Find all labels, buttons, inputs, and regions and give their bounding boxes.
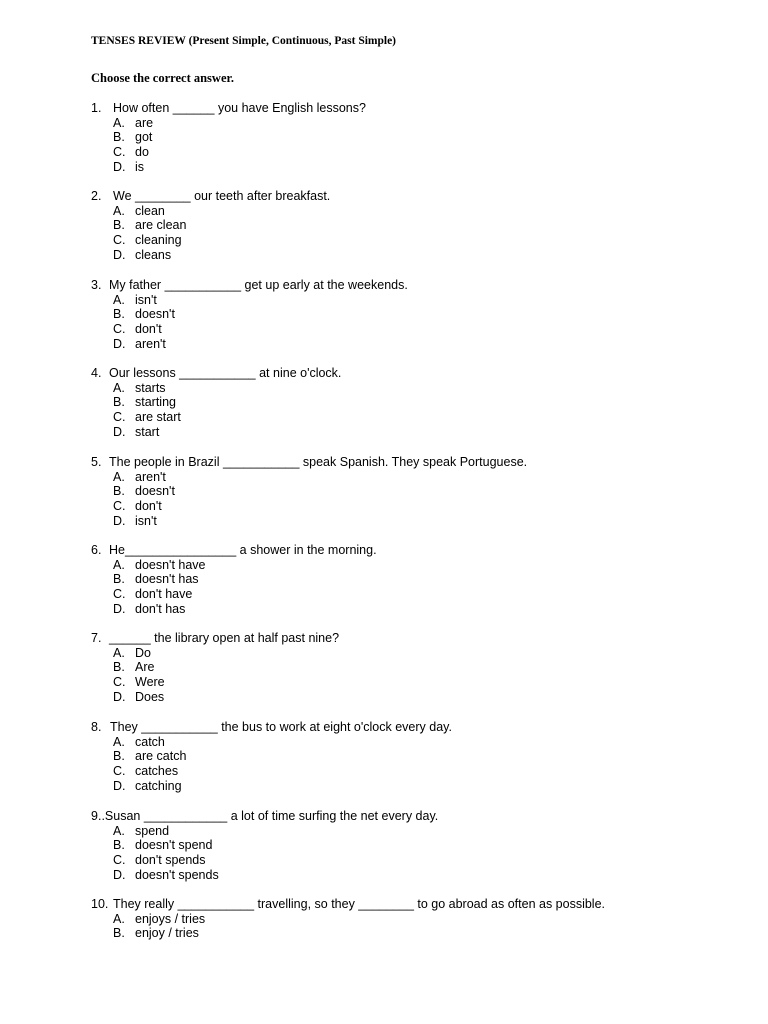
option-text: don't have	[135, 587, 193, 602]
option-b	[91, 395, 341, 410]
option-text: aren't	[135, 469, 166, 484]
option-text: clean	[135, 203, 165, 218]
question-1	[91, 101, 366, 174]
option-letter: B.	[113, 926, 125, 941]
question-text: We ________ our teeth after breakfast.	[113, 189, 331, 203]
question-text: They ___________ the bus to work at eight o'clock every day.	[110, 720, 452, 734]
instruction-text: Choose the correct answer.	[91, 71, 235, 85]
question-number: 5.	[91, 455, 102, 469]
option-letter: D.	[113, 159, 126, 174]
option-letter: A.	[113, 469, 125, 484]
option-a	[91, 912, 605, 927]
option-text: is	[135, 159, 145, 174]
option-letter: B.	[113, 572, 125, 587]
option-c	[91, 233, 330, 248]
option-b	[91, 926, 605, 941]
option-text: isn't	[135, 513, 157, 528]
option-text: Does	[135, 689, 165, 704]
option-d	[91, 160, 366, 175]
option-d	[91, 868, 438, 883]
option-a	[91, 470, 527, 485]
option-letter: A.	[113, 203, 125, 218]
option-letter: D.	[113, 513, 126, 528]
option-a	[91, 558, 377, 573]
option-b	[91, 660, 339, 675]
option-letter: B.	[113, 484, 125, 499]
question-number: 9.	[91, 809, 102, 823]
option-letter: A.	[113, 380, 125, 395]
question-text: Our lessons ___________ at nine o'clock.	[109, 366, 342, 380]
question-9	[91, 809, 438, 882]
option-b	[91, 484, 527, 499]
option-c	[91, 675, 339, 690]
option-text: doesn't	[135, 484, 175, 499]
option-text: starts	[135, 380, 166, 395]
option-d	[91, 425, 341, 440]
question-7	[91, 631, 339, 704]
option-c	[91, 587, 377, 602]
option-c	[91, 410, 341, 425]
question-number: 8.	[91, 720, 102, 734]
option-letter: C.	[113, 499, 126, 514]
option-text: Are	[135, 660, 155, 675]
question-10	[91, 897, 605, 941]
option-letter: B.	[113, 395, 125, 410]
option-letter: D.	[113, 336, 126, 351]
option-a	[91, 116, 366, 131]
option-text: are start	[135, 410, 181, 425]
option-b	[91, 218, 330, 233]
question-number: 7.	[91, 631, 102, 645]
worksheet-title: TENSES REVIEW (Present Simple, Continuous, Past Simple)	[91, 35, 397, 47]
option-letter: B.	[113, 218, 125, 233]
option-d	[91, 779, 452, 794]
option-letter: A.	[113, 823, 125, 838]
option-letter: D.	[113, 424, 126, 439]
option-letter: C.	[113, 853, 126, 868]
option-text: doesn't spends	[135, 867, 219, 882]
option-letter: B.	[113, 307, 125, 322]
question-2	[91, 189, 330, 262]
question-text: He________________ a shower in the morning.	[109, 543, 377, 557]
option-a	[91, 735, 452, 750]
option-c	[91, 764, 452, 779]
option-letter: D.	[113, 778, 126, 793]
option-text: don't spends	[135, 853, 206, 868]
question-number: 10.	[91, 897, 109, 911]
option-letter: D.	[113, 601, 126, 616]
option-letter: C.	[113, 675, 126, 690]
option-d	[91, 337, 408, 352]
option-letter: A.	[113, 911, 125, 926]
question-number: 6.	[91, 543, 102, 557]
option-letter: A.	[113, 292, 125, 307]
option-a	[91, 824, 438, 839]
option-d	[91, 690, 339, 705]
option-letter: D.	[113, 247, 126, 262]
question-text: How often ______ you have English lessons?	[113, 101, 366, 115]
option-text: don't	[135, 499, 162, 514]
option-text: isn't	[135, 292, 157, 307]
option-text: aren't	[135, 336, 166, 351]
option-letter: A.	[113, 557, 125, 572]
option-text: are clean	[135, 218, 187, 233]
option-text: start	[135, 424, 160, 439]
option-a	[91, 293, 408, 308]
option-text: are	[135, 115, 154, 130]
option-text: Were	[135, 675, 165, 690]
option-letter: C.	[113, 764, 126, 779]
option-text: doesn't have	[135, 557, 206, 572]
option-text: enjoys / tries	[135, 911, 206, 926]
question-text: .Susan ____________ a lot of time surfing the net every day.	[101, 809, 439, 823]
option-letter: B.	[113, 660, 125, 675]
option-letter: C.	[113, 322, 126, 337]
option-letter: A.	[113, 645, 125, 660]
option-b	[91, 749, 452, 764]
option-letter: A.	[113, 115, 125, 130]
option-c	[91, 499, 527, 514]
option-c	[91, 145, 366, 160]
option-b	[91, 130, 366, 145]
option-text: do	[135, 145, 149, 160]
option-letter: B.	[113, 838, 125, 853]
option-c	[91, 853, 438, 868]
option-a	[91, 381, 341, 396]
option-letter: D.	[113, 867, 126, 882]
option-letter: A.	[113, 734, 125, 749]
question-number: 3.	[91, 278, 102, 292]
option-text: spend	[135, 823, 170, 838]
option-b	[91, 572, 377, 587]
option-c	[91, 322, 408, 337]
option-text: cleaning	[135, 233, 182, 248]
question-number: 1.	[91, 101, 102, 115]
option-text: don't has	[135, 601, 186, 616]
option-text: don't	[135, 322, 162, 337]
question-text: The people in Brazil ___________ speak Spanish. They speak Portuguese.	[109, 455, 528, 469]
option-letter: B.	[113, 749, 125, 764]
option-text: doesn't spend	[135, 838, 213, 853]
option-a	[91, 646, 339, 661]
question-5	[91, 455, 527, 528]
option-text: are catch	[135, 749, 187, 764]
question-text: They really ___________ travelling, so they ________ to go abroad as often as possible.	[113, 897, 606, 911]
option-a	[91, 204, 330, 219]
question-number: 4.	[91, 366, 102, 380]
option-d	[91, 248, 330, 263]
question-3	[91, 278, 408, 351]
option-letter: C.	[113, 233, 126, 248]
option-b	[91, 838, 438, 853]
option-letter: C.	[113, 587, 126, 602]
option-text: starting	[135, 395, 176, 410]
option-text: catching	[135, 778, 182, 793]
question-text: My father ___________ get up early at the weekends.	[109, 278, 408, 292]
option-text: cleans	[135, 247, 172, 262]
option-text: doesn't has	[135, 572, 199, 587]
question-6	[91, 543, 377, 616]
option-letter: D.	[113, 689, 126, 704]
option-text: got	[135, 130, 153, 145]
option-d	[91, 514, 527, 529]
option-letter: C.	[113, 145, 126, 160]
option-text: enjoy / tries	[135, 926, 199, 941]
option-text: doesn't	[135, 307, 175, 322]
option-text: catches	[135, 764, 179, 779]
question-4	[91, 366, 341, 439]
option-d	[91, 602, 377, 617]
option-text: Do	[135, 645, 151, 660]
question-number: 2.	[91, 189, 102, 203]
option-b	[91, 307, 408, 322]
option-text: catch	[135, 734, 165, 749]
question-text: ______ the library open at half past nine?	[109, 631, 340, 645]
option-letter: C.	[113, 410, 126, 425]
question-8	[91, 720, 452, 793]
option-letter: B.	[113, 130, 125, 145]
